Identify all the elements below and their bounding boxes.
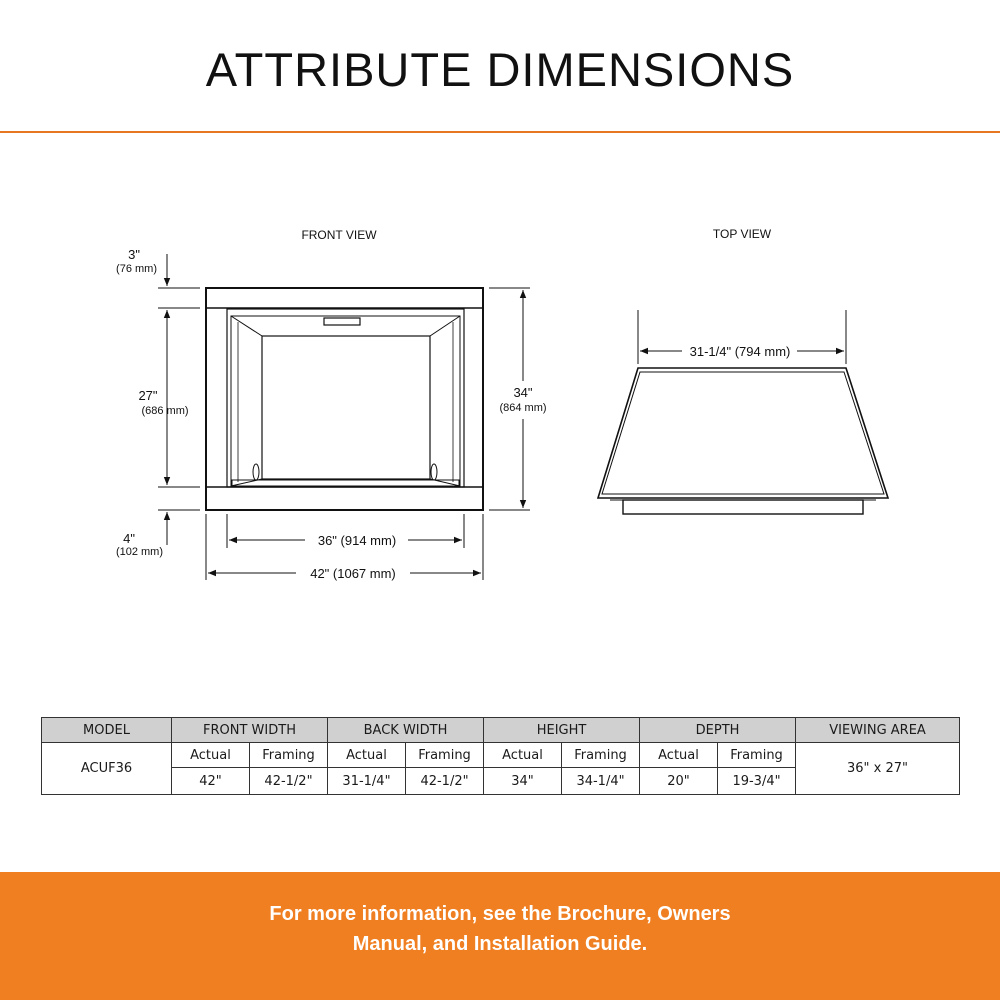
header-back-width: BACK WIDTH — [328, 718, 484, 743]
opening-height-inches: 27" — [138, 388, 158, 403]
front-view-label: FRONT VIEW — [301, 228, 377, 242]
front-width-framing-value: 42-1/2" — [250, 768, 328, 795]
specs-subheader-row — [42, 743, 960, 768]
back-width-framing-value: 42-1/2" — [406, 768, 484, 795]
header-model: MODEL — [42, 718, 172, 743]
footer-banner — [0, 872, 1000, 1000]
viewing-area-cell: 36" x 27" — [796, 743, 960, 795]
opening-height-mm: (686 mm) — [141, 405, 189, 417]
overall-width: 42" (1067 mm) — [310, 566, 396, 581]
height-actual-label: Actual — [484, 743, 562, 768]
specs-header-row — [42, 718, 960, 743]
fireplace-top-outline — [598, 368, 888, 514]
header-height: HEIGHT — [484, 718, 640, 743]
depth-actual-label: Actual — [640, 743, 718, 768]
back-width-actual-label: Actual — [328, 743, 406, 768]
front-width-actual-label: Actual — [172, 743, 250, 768]
height-framing-label: Framing — [562, 743, 640, 768]
model-cell: ACUF36 — [42, 743, 172, 795]
top-trim-inches: 3" — [128, 247, 140, 262]
specs-table — [41, 717, 960, 795]
back-width-actual-value: 31-1/4" — [328, 768, 406, 795]
page-title: ATTRIBUTE DIMENSIONS — [205, 43, 795, 96]
depth-actual-value: 20" — [640, 768, 718, 795]
depth-framing-value: 19-3/4" — [718, 768, 796, 795]
footer-line-1: For more information, see the Brochure, Owners — [269, 903, 731, 925]
footer-line-2: Manual, and Installation Guide. — [352, 933, 648, 955]
fireplace-front-outline — [206, 288, 483, 510]
top-view-label: TOP VIEW — [712, 227, 772, 241]
opening-width: 36" (914 mm) — [317, 533, 397, 548]
overall-height-inches: 34" — [513, 385, 533, 400]
front-width-actual-value: 42" — [172, 768, 250, 795]
front-width-framing-label: Framing — [250, 743, 328, 768]
back-width-dimension: 31-1/4" (794 mm) — [689, 344, 791, 359]
depth-framing-label: Framing — [718, 743, 796, 768]
overall-height-mm: (864 mm) — [499, 402, 547, 414]
front-left-dimensions — [158, 254, 200, 545]
header-front-width: FRONT WIDTH — [172, 718, 328, 743]
height-framing-value: 34-1/4" — [562, 768, 640, 795]
bottom-trim-mm: (102 mm) — [115, 546, 163, 558]
header-depth: DEPTH — [640, 718, 796, 743]
bottom-trim-inches: 4" — [123, 531, 135, 546]
back-width-framing-label: Framing — [406, 743, 484, 768]
header-viewing-area: VIEWING AREA — [796, 718, 960, 743]
height-actual-value: 34" — [484, 768, 562, 795]
top-trim-mm: (76 mm) — [116, 263, 157, 275]
